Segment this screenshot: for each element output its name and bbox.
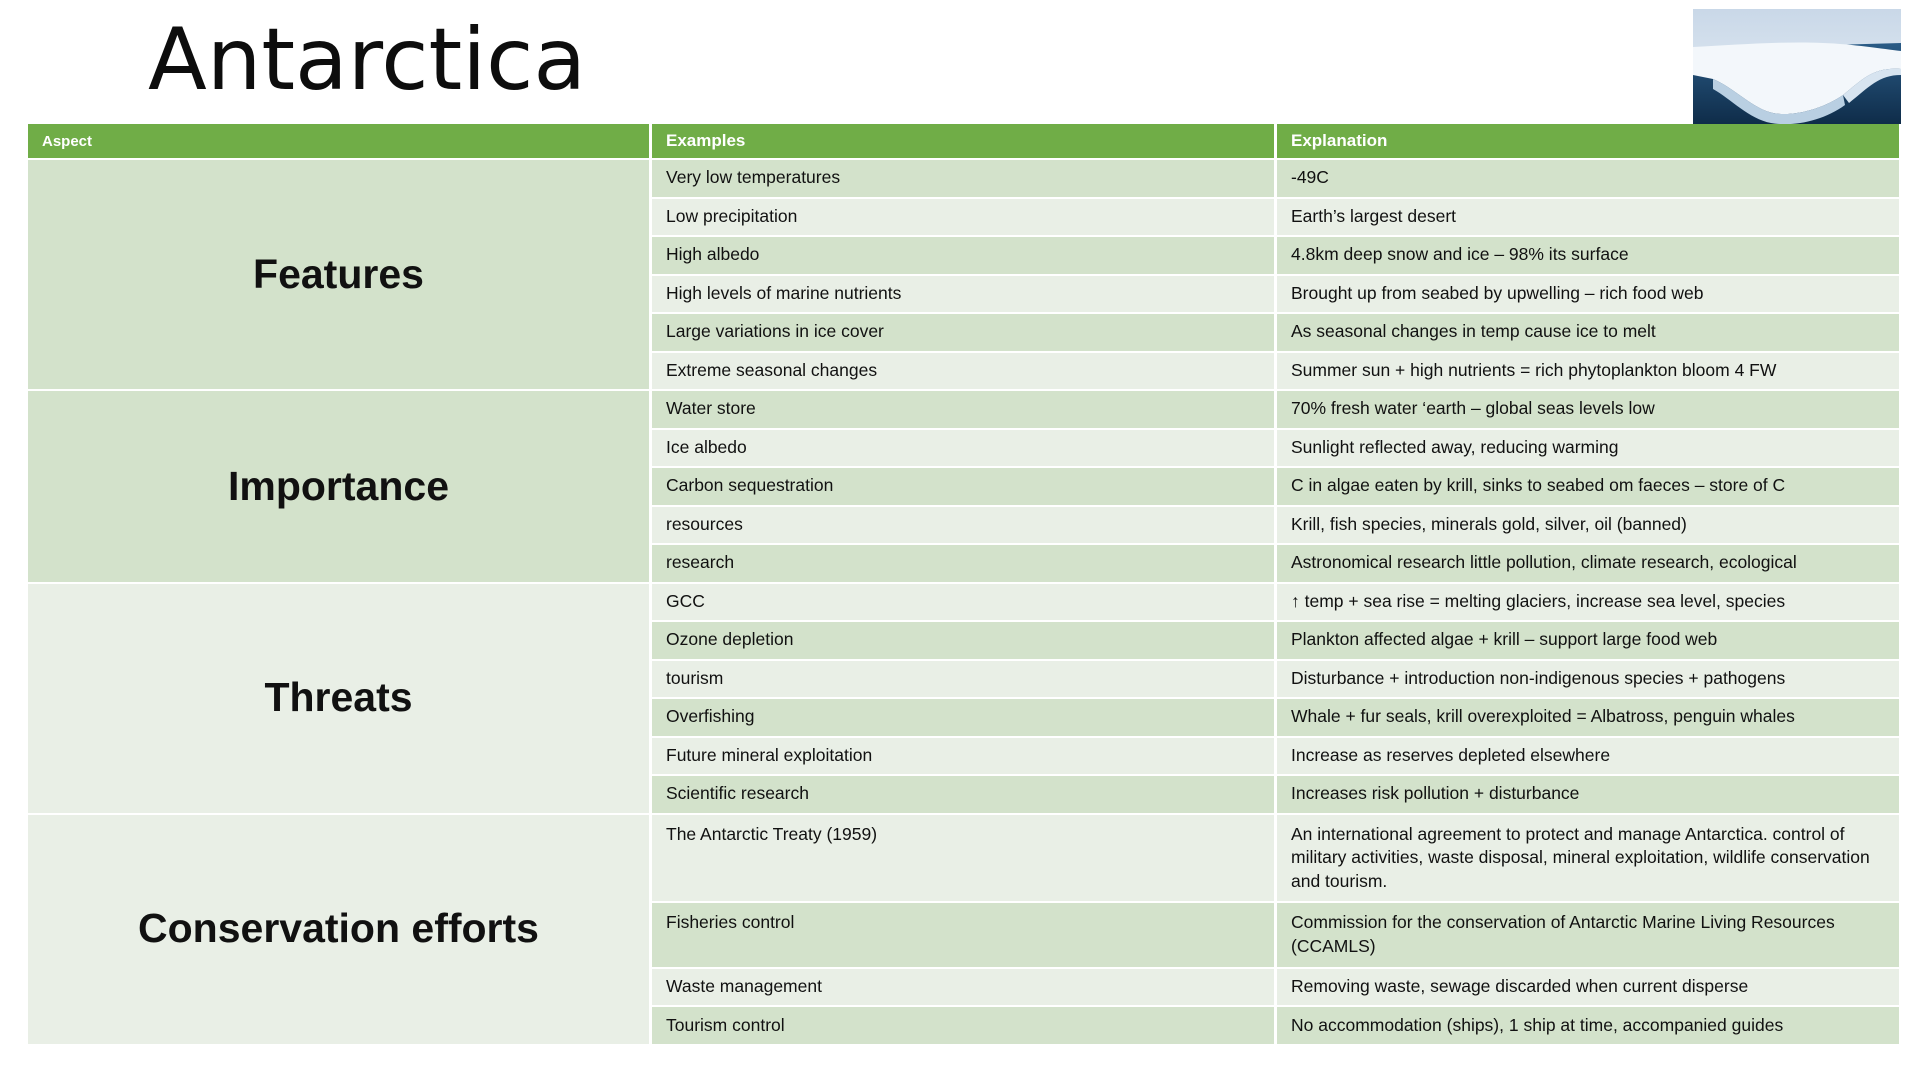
example-cell: High albedo bbox=[652, 235, 1277, 274]
example-cell: Carbon sequestration bbox=[652, 466, 1277, 505]
explanation-cell: As seasonal changes in temp cause ice to melt bbox=[1277, 312, 1902, 351]
explanation-cell: Krill, fish species, minerals gold, silver, oil (banned) bbox=[1277, 505, 1902, 544]
example-cell: Tourism control bbox=[652, 1005, 1277, 1044]
explanation-cell: Whale + fur seals, krill overexploited = Albatross, penguin whales bbox=[1277, 697, 1902, 736]
example-cell: The Antarctic Treaty (1959) bbox=[652, 813, 1277, 902]
example-cell: Ice albedo bbox=[652, 428, 1277, 467]
table-row bbox=[28, 813, 1902, 902]
example-cell: GCC bbox=[652, 582, 1277, 621]
explanation-cell: Removing waste, sewage discarded when current disperse bbox=[1277, 967, 1902, 1006]
explanation-cell: Commission for the conservation of Antarctic Marine Living Resources (CCAMLS) bbox=[1277, 901, 1902, 966]
explanation-cell: Plankton affected algae + krill – support large food web bbox=[1277, 620, 1902, 659]
explanation-cell: Increase as reserves depleted elsewhere bbox=[1277, 736, 1902, 775]
example-cell: Ozone depletion bbox=[652, 620, 1277, 659]
header-explanation: Explanation bbox=[1277, 124, 1902, 158]
example-cell: Future mineral exploitation bbox=[652, 736, 1277, 775]
explanation-cell: C in algae eaten by krill, sinks to seabed om faeces – store of C bbox=[1277, 466, 1902, 505]
explanation-cell: 70% fresh water ‘earth – global seas levels low bbox=[1277, 389, 1902, 428]
table-row bbox=[28, 389, 1902, 428]
example-cell: tourism bbox=[652, 659, 1277, 698]
example-cell: Very low temperatures bbox=[652, 158, 1277, 197]
example-cell: Overfishing bbox=[652, 697, 1277, 736]
example-cell: Scientific research bbox=[652, 774, 1277, 813]
example-cell: Water store bbox=[652, 389, 1277, 428]
example-cell: High levels of marine nutrients bbox=[652, 274, 1277, 313]
table-header-row bbox=[28, 124, 1902, 158]
antarctica-table bbox=[28, 124, 1902, 1044]
explanation-cell: 4.8km deep snow and ice – 98% its surface bbox=[1277, 235, 1902, 274]
explanation-cell: ↑ temp + sea rise = melting glaciers, increase sea level, species bbox=[1277, 582, 1902, 621]
example-cell: Waste management bbox=[652, 967, 1277, 1006]
example-cell: Low precipitation bbox=[652, 197, 1277, 236]
example-cell: Fisheries control bbox=[652, 901, 1277, 966]
header-aspect: Aspect bbox=[28, 124, 652, 158]
example-cell: research bbox=[652, 543, 1277, 582]
explanation-cell: Brought up from seabed by upwelling – rich food web bbox=[1277, 274, 1902, 313]
header-examples: Examples bbox=[652, 124, 1277, 158]
section-label-conservation: Conservation efforts bbox=[28, 813, 652, 1044]
table-row bbox=[28, 582, 1902, 621]
section-label-threats: Threats bbox=[28, 582, 652, 813]
explanation-cell: Summer sun + high nutrients = rich phytoplankton bloom 4 FW bbox=[1277, 351, 1902, 390]
explanation-cell: Increases risk pollution + disturbance bbox=[1277, 774, 1902, 813]
page-title: Antarctica bbox=[148, 10, 587, 110]
explanation-cell: Sunlight reflected away, reducing warming bbox=[1277, 428, 1902, 467]
explanation-cell: An international agreement to protect and manage Antarctica. control of military activities, waste disposal, mineral exploitation, wildlife conservation and tourism. bbox=[1277, 813, 1902, 902]
explanation-cell: -49C bbox=[1277, 158, 1902, 197]
table-row bbox=[28, 158, 1902, 197]
explanation-cell: Astronomical research little pollution, climate research, ecological bbox=[1277, 543, 1902, 582]
explanation-cell: Disturbance + introduction non-indigenous species + pathogens bbox=[1277, 659, 1902, 698]
section-label-importance: Importance bbox=[28, 389, 652, 582]
explanation-cell: No accommodation (ships), 1 ship at time, accompanied guides bbox=[1277, 1005, 1902, 1044]
explanation-cell: Earth’s largest desert bbox=[1277, 197, 1902, 236]
section-label-features: Features bbox=[28, 158, 652, 389]
example-cell: Extreme seasonal changes bbox=[652, 351, 1277, 390]
example-cell: Large variations in ice cover bbox=[652, 312, 1277, 351]
example-cell: resources bbox=[652, 505, 1277, 544]
